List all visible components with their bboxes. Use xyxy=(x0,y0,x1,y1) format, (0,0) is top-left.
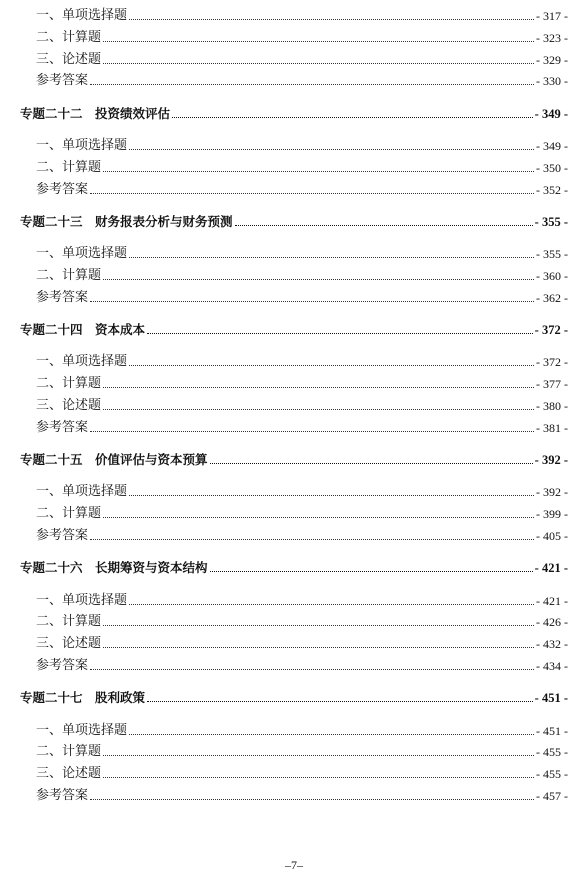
toc-section-entry[interactable] xyxy=(0,156,588,176)
toc-entry-page: - 392 - xyxy=(534,453,568,468)
toc-entry-page: - 421 - xyxy=(534,561,568,576)
toc-entry-page: - 405 - xyxy=(536,529,568,543)
toc-entry-page: - 392 - xyxy=(536,485,568,500)
toc-entry-title: 参考答案 xyxy=(36,289,89,305)
toc-entry-title: 一、单项选择题 xyxy=(36,354,128,370)
toc-entry-title: 参考答案 xyxy=(36,788,89,803)
toc-entry-title: 参考答案 xyxy=(36,658,89,673)
toc-section-entry[interactable] xyxy=(0,69,588,89)
toc-entry-page: - 355 - xyxy=(536,247,568,262)
dot-leader xyxy=(172,117,533,118)
toc-entry-page: - 451 - xyxy=(536,723,568,738)
dot-leader xyxy=(90,193,534,194)
dot-leader xyxy=(129,365,534,366)
toc-chapter-entry[interactable] xyxy=(0,102,588,122)
toc-entry-title: 专题二十三 财务报表分析与财务预测 xyxy=(20,213,233,229)
toc-entry-title: 一、单项选择题 xyxy=(36,246,128,262)
toc-entry-title: 一、单项选择题 xyxy=(36,138,128,153)
toc-entry-title: 二、计算题 xyxy=(36,376,102,392)
toc-entry-title: 一、单项选择题 xyxy=(36,8,128,23)
toc-entry-page: - 349 - xyxy=(536,139,568,153)
toc-entry-title: 专题二十七 股利政策 xyxy=(20,690,146,706)
toc-entry-page: - 372 - xyxy=(534,323,568,338)
dot-leader xyxy=(90,669,534,670)
dot-leader xyxy=(235,225,533,226)
toc-entry-page: - 330 - xyxy=(536,74,568,89)
toc-entry-title: 一、单项选择题 xyxy=(36,484,128,500)
toc-section-entry[interactable] xyxy=(0,242,588,262)
toc-chapter-entry[interactable] xyxy=(0,210,588,230)
dot-leader xyxy=(103,517,534,518)
toc-entry-page: - 421 - xyxy=(536,593,568,608)
toc-section-entry[interactable] xyxy=(0,178,588,198)
toc-entry-title: 二、计算题 xyxy=(36,159,102,175)
toc-section-entry[interactable] xyxy=(0,480,588,500)
toc-entry-title: 参考答案 xyxy=(36,181,89,197)
toc-entry-title: 三、论述题 xyxy=(36,636,102,652)
toc-entry-page: - 381 - xyxy=(536,420,568,435)
dot-leader xyxy=(103,41,534,42)
dot-leader xyxy=(103,387,534,388)
toc-section-entry[interactable] xyxy=(0,610,588,630)
toc-entry-page: - 372 - xyxy=(536,355,568,370)
toc-entry-title: 专题二十六 长期筹资与资本结构 xyxy=(20,560,208,576)
toc-entry-title: 二、计算题 xyxy=(36,268,102,283)
dot-leader xyxy=(103,409,534,410)
toc-entry-title: 一、单项选择题 xyxy=(36,722,128,738)
toc-section-entry[interactable] xyxy=(0,350,588,370)
toc-entry-page: - 455 - xyxy=(536,767,568,782)
toc-entry-page: - 451 - xyxy=(534,691,568,706)
toc-entry-page: - 350 - xyxy=(536,160,568,175)
toc-entry-title: 专题二十二 投资绩效评估 xyxy=(20,105,171,121)
toc-entry-page: - 434 - xyxy=(536,659,568,673)
toc-entry-title: 二、计算题 xyxy=(36,29,102,45)
dot-leader xyxy=(90,84,534,85)
toc-section-entry[interactable] xyxy=(0,264,588,284)
dot-leader xyxy=(90,539,534,540)
toc-entry-title: 二、计算题 xyxy=(36,506,102,522)
dot-leader xyxy=(129,257,534,258)
toc-entry-page: - 377 - xyxy=(536,377,568,392)
toc-entry-title: 专题二十五 价值评估与资本预算 xyxy=(20,452,208,468)
toc-entry-page: - 457 - xyxy=(536,789,568,803)
toc-section-entry[interactable] xyxy=(0,762,588,782)
toc-section-entry[interactable] xyxy=(0,26,588,46)
toc-chapter-entry[interactable] xyxy=(0,448,588,468)
toc-section-entry[interactable] xyxy=(0,524,588,544)
toc-entry-title: 参考答案 xyxy=(36,419,89,435)
toc-section-entry[interactable] xyxy=(0,286,588,306)
toc-section-entry[interactable] xyxy=(0,394,588,414)
toc-entry-title: 参考答案 xyxy=(36,528,89,543)
toc-chapter-entry[interactable] xyxy=(0,686,588,706)
dot-leader xyxy=(103,279,534,280)
toc-section-entry[interactable] xyxy=(0,740,588,760)
toc-entry-title: 二、计算题 xyxy=(36,614,102,630)
toc-section-entry[interactable] xyxy=(0,4,588,24)
toc-entry-page: - 323 - xyxy=(536,30,568,45)
toc-entry-title: 三、论述题 xyxy=(36,766,102,782)
toc-section-entry[interactable] xyxy=(0,719,588,739)
toc-entry-title: 三、论述题 xyxy=(36,51,102,67)
dot-leader xyxy=(90,431,534,432)
toc-entry-title: 专题二十四 资本成本 xyxy=(20,322,146,338)
toc-entry-page: - 352 - xyxy=(536,182,568,197)
toc-section-entry[interactable] xyxy=(0,502,588,522)
toc-section-entry[interactable] xyxy=(0,589,588,609)
toc-section-entry[interactable] xyxy=(0,372,588,392)
dot-leader xyxy=(90,301,534,302)
dot-leader xyxy=(147,333,533,334)
toc-entry-page: - 317 - xyxy=(536,9,568,23)
dot-leader xyxy=(129,495,534,496)
toc-section-entry[interactable] xyxy=(0,654,588,674)
toc-entry-page: - 329 - xyxy=(536,52,568,67)
dot-leader xyxy=(103,171,534,172)
dot-leader xyxy=(210,571,533,572)
toc-entry-page: - 349 - xyxy=(534,106,568,121)
toc-chapter-entry[interactable] xyxy=(0,556,588,576)
toc-entry-page: - 380 - xyxy=(536,399,568,413)
toc-entry-page: - 355 - xyxy=(534,214,568,229)
toc-section-entry[interactable] xyxy=(0,416,588,436)
dot-leader xyxy=(129,19,534,20)
page-number: –7– xyxy=(285,858,303,872)
toc-entry-page: - 432 - xyxy=(536,637,568,652)
dot-leader xyxy=(103,647,534,648)
dot-leader xyxy=(129,149,534,150)
toc-entry-page: - 455 - xyxy=(536,745,568,760)
toc-entry-title: 参考答案 xyxy=(36,73,89,89)
toc-entry-page: - 399 - xyxy=(536,507,568,522)
toc-entry-page: - 426 - xyxy=(536,615,568,630)
toc-section-entry[interactable] xyxy=(0,48,588,68)
dot-leader xyxy=(103,625,534,626)
toc-section-entry[interactable] xyxy=(0,632,588,652)
dot-leader xyxy=(103,755,534,756)
dot-leader xyxy=(210,463,533,464)
dot-leader xyxy=(147,701,533,702)
dot-leader xyxy=(129,734,534,735)
toc-entry-title: 一、单项选择题 xyxy=(36,592,128,608)
dot-leader xyxy=(103,63,534,64)
toc-entry-title: 二、计算题 xyxy=(36,744,102,760)
toc-chapter-entry[interactable] xyxy=(0,318,588,338)
toc-section-entry[interactable] xyxy=(0,134,588,154)
toc-entry-page: - 362 - xyxy=(536,290,568,305)
toc-section-entry[interactable] xyxy=(0,784,588,804)
toc-entry-title: 三、论述题 xyxy=(36,398,102,413)
toc-entry-page: - 360 - xyxy=(536,269,568,283)
dot-leader xyxy=(90,799,534,800)
dot-leader xyxy=(129,604,534,605)
dot-leader xyxy=(103,777,534,778)
